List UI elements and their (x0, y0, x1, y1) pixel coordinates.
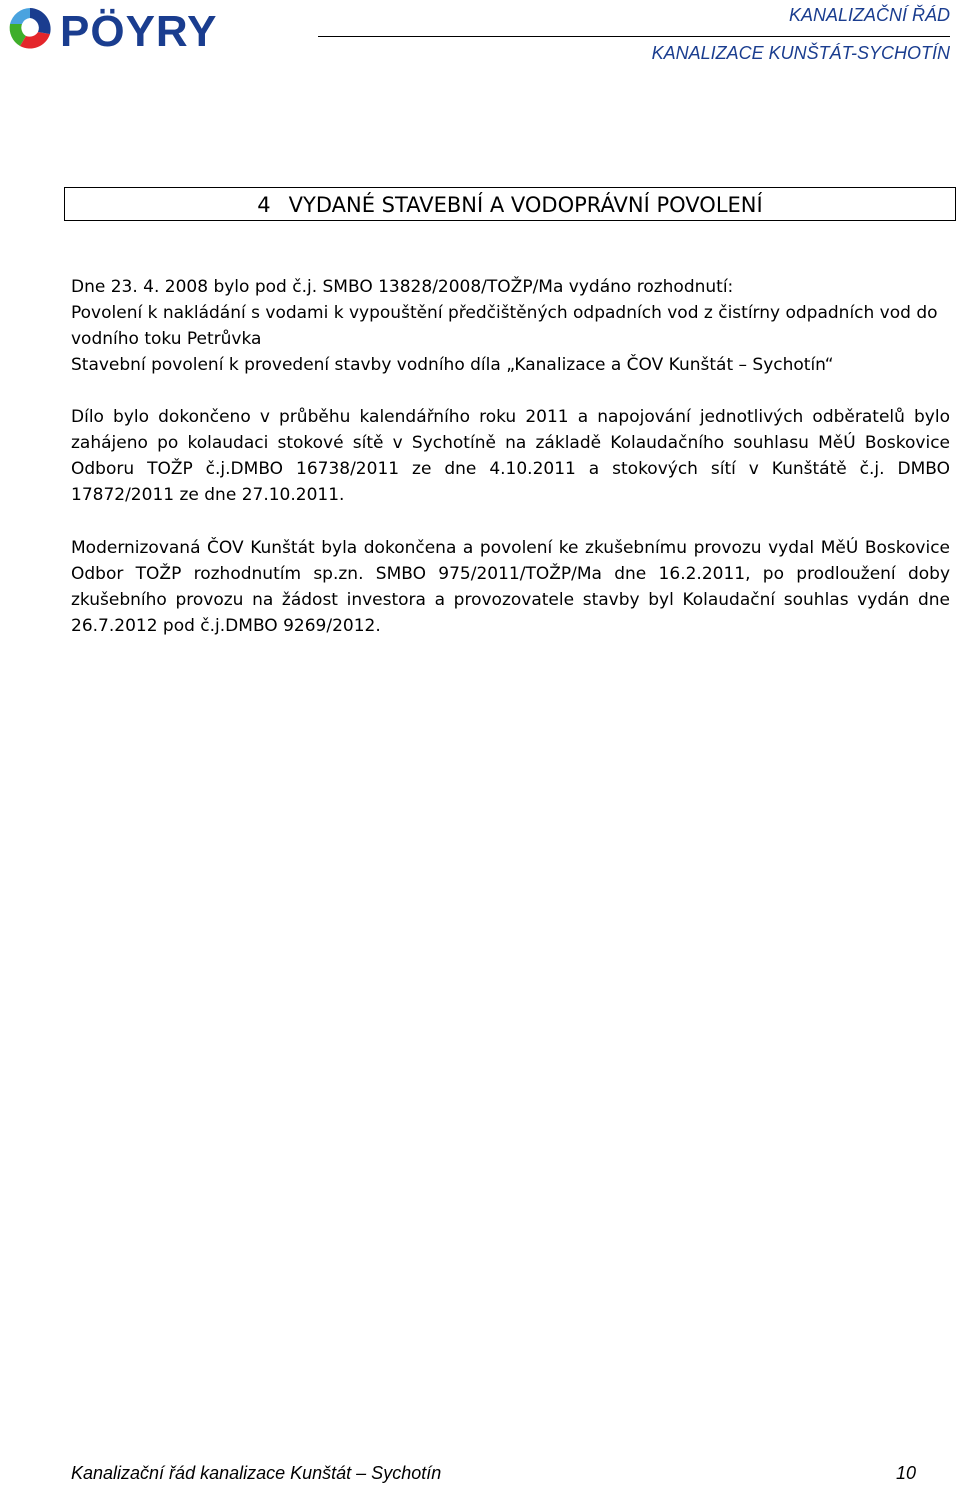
paragraph-line: Povolení k nakládání s vodami k vypouštění předčištěných odpadních vod z čistírny odpadních vod do vodního toku Petrůvka (71, 303, 938, 349)
header-line-2: KANALIZACE KUNŠTÁT-SYCHOTÍN (651, 43, 950, 63)
paragraph-completion: Dílo bylo dokončeno v průběhu kalendářního roku 2011 a napojování jednotlivých odběratelů bylo zahájeno po kolaudaci stokové sítě v Sychotíně na základě Kolaudačního souhlasu MěÚ Boskovice Odboru TOŽP č.j.DMBO 16738/2011 ze dne 4.10.2011 a stokových sítí v Kunštátě č.j. DMBO 17872/2011 ze dne 27.10.2011. (71, 407, 950, 505)
header-divider (318, 36, 950, 37)
footer-title: Kanalizační řád kanalizace Kunštát – Sychotín (71, 1463, 442, 1483)
logo-wordmark: PÖYRY (60, 7, 218, 54)
section-title: VYDANÉ STAVEBNÍ A VODOPRÁVNÍ POVOLENÍ (288, 193, 763, 217)
paragraph-modernization: Modernizovaná ČOV Kunštát byla dokončena a povolení ke zkušebnímu provozu vydal MěÚ Boskovice Odbor TOŽP rozhodnutím sp.zn. SMBO 975/2011/TOŽP/Ma dne 16.2.2011, po prodloužení doby zkušebního provozu na žádost investora a provozovatele stavby byl Kolaudační souhlas vydán dne 26.7.2012 pod č.j.DMBO 9269/2012. (71, 538, 950, 636)
poyry-logo (6, 4, 260, 54)
paragraph-decision (71, 274, 950, 378)
section-number: 4 (257, 193, 271, 217)
header-line-1: KANALIZAČNÍ ŘÁD (788, 5, 950, 25)
poyry-logo-mark (6, 4, 260, 54)
section-heading (64, 187, 956, 221)
page-footer (71, 1460, 916, 1486)
page-number: 10 (895, 1463, 916, 1483)
document-header (652, 4, 950, 64)
paragraph-line: Stavební povolení k provedení stavby vodního díla „Kanalizace a ČOV Kunštát – Sychotín“ (71, 355, 834, 375)
paragraph-line: Dne 23. 4. 2008 bylo pod č.j. SMBO 13828/2008/TOŽP/Ma vydáno rozhodnutí: (71, 277, 734, 297)
